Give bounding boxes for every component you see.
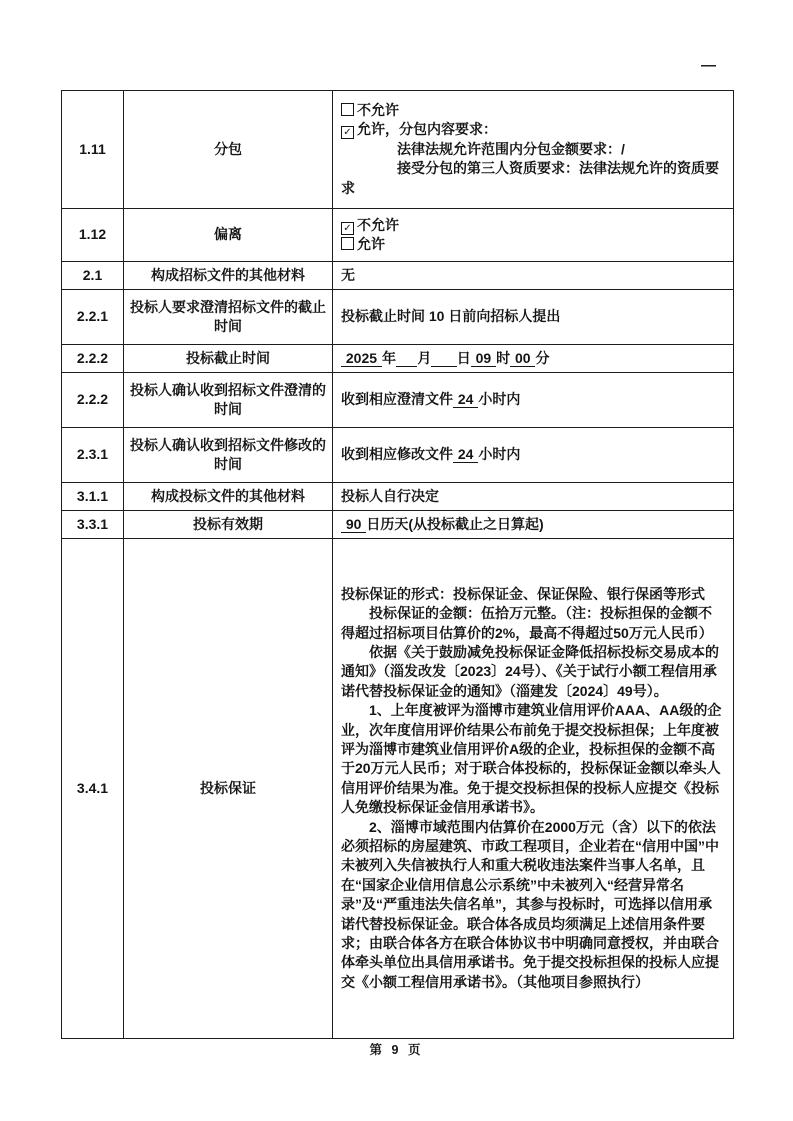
underlined-fill-in-value: 24	[454, 446, 478, 463]
table-row	[62, 209, 734, 262]
content-line	[341, 235, 725, 254]
row-item-label: 分包	[124, 91, 333, 209]
content-line	[341, 643, 725, 701]
row-clause-number: 3.4.1	[62, 539, 124, 1039]
underlined-fill-in-value: 24	[454, 391, 478, 408]
row-content	[333, 511, 734, 539]
content-line	[341, 818, 725, 993]
text-segment: 收到相应修改文件	[341, 446, 453, 463]
tender-instructions-table	[61, 90, 734, 1039]
table-row	[62, 91, 734, 209]
table-row	[62, 290, 734, 345]
table-row	[62, 345, 734, 373]
content-line	[341, 445, 725, 464]
content-line	[341, 487, 725, 506]
text-segment: 分	[535, 349, 550, 366]
text-segment: 依据《关于鼓励减免投标保证金降低招标投标交易成本的通知》（淄发改发〔2023〕24号）、《关于试行小额工程信用承诺代替投标保证金的通知》（淄建发〔2024〕49号）。	[341, 643, 719, 699]
text-segment: 1、上年度被评为淄博市建筑业信用评价AAA、AA级的企业，次年度信用评价结果公布前免于提交投标担保；上年度被评为淄博市建筑业信用评价A级的企业，投标担保的金额不高于20万元人民币；对于联合体投标的，投标保证金额以牵头人信用评价结果为准。免于提交投标担保的投标人应提交《投标人免缴投标保证金信用承诺书》。	[341, 702, 722, 816]
table-row	[62, 511, 734, 539]
content-line	[341, 701, 725, 817]
text-segment: 无	[341, 266, 355, 283]
row-content	[333, 373, 734, 428]
text-segment: 小时内	[478, 391, 521, 408]
page-number-footer: 第 9 页	[369, 1043, 424, 1057]
row-item-label: 投标人要求澄清招标文件的截止时间	[124, 290, 333, 345]
row-clause-number: 2.2.2	[62, 345, 124, 373]
row-item-label: 构成招标文件的其他材料	[124, 262, 333, 290]
table-row	[62, 539, 734, 1039]
text-segment: 收到相应澄清文件	[341, 391, 453, 408]
text-segment: 允许	[357, 236, 385, 252]
text-segment: 法律法规允许范围内分包金额要求：/	[397, 140, 625, 157]
row-item-label: 投标人确认收到招标文件修改的时间	[124, 428, 333, 483]
content-line	[341, 216, 725, 235]
row-clause-number: 2.1	[62, 262, 124, 290]
text-segment: 投标截止时间 10 日前向招标人提出	[341, 308, 561, 325]
text-segment: 时	[496, 349, 511, 366]
text-segment: 投标保证的金额：伍拾万元整。（注：投标担保的金额不得超过招标项目估算价的2%，最高不得超过50万元人民币）	[341, 605, 713, 641]
text-segment: 允许，分包内容要求：	[357, 121, 497, 138]
row-content	[333, 262, 734, 290]
row-clause-number: 3.3.1	[62, 511, 124, 539]
row-item-label: 投标保证	[124, 539, 333, 1039]
text-segment: 接受分包的第三人资质要求：法律法规允许的资质要求	[341, 160, 719, 196]
checked-checkbox-icon: ✓	[341, 222, 354, 235]
unchecked-checkbox-icon	[341, 103, 354, 116]
content-line	[341, 159, 725, 198]
text-segment: 月	[417, 349, 432, 366]
unchecked-checkbox-icon	[341, 237, 354, 250]
content-line	[341, 604, 725, 643]
header-dash: —	[701, 57, 716, 74]
row-clause-number: 1.11	[62, 91, 124, 209]
table-row	[62, 373, 734, 428]
text-segment: 日	[456, 349, 471, 366]
row-item-label: 投标人确认收到招标文件澄清的时间	[124, 373, 333, 428]
content-line	[341, 515, 725, 534]
underlined-fill-in-value	[431, 350, 456, 367]
table-row	[62, 428, 734, 483]
content-line	[341, 140, 725, 159]
content-line	[341, 101, 725, 120]
content-line	[341, 349, 725, 368]
row-content	[333, 345, 734, 373]
text-segment: 投标人自行决定	[341, 487, 439, 504]
row-clause-number: 2.2.1	[62, 290, 124, 345]
row-clause-number: 1.12	[62, 209, 124, 262]
row-clause-number: 2.2.2	[62, 373, 124, 428]
table-row	[62, 483, 734, 511]
row-content	[333, 539, 734, 1039]
text-segment: 不允许	[357, 101, 399, 118]
text-segment: 日历天(从投标截止之日算起)	[366, 515, 544, 532]
underlined-fill-in-value: 90	[342, 515, 366, 532]
row-clause-number: 2.3.1	[62, 428, 124, 483]
underlined-fill-in-value	[396, 350, 417, 367]
content-line	[341, 120, 725, 139]
row-content	[333, 290, 734, 345]
text-segment: 不允许	[357, 216, 399, 233]
table-body	[62, 91, 734, 1039]
content-line	[341, 585, 725, 604]
text-segment: 投标保证的形式：投标保证金、保证保险、银行保函等形式	[341, 585, 705, 602]
checked-checkbox-icon: ✓	[341, 126, 354, 139]
underlined-fill-in-value: 00	[511, 349, 535, 366]
content-line	[341, 266, 725, 285]
text-segment: 2、淄博市域范围内估算价在2000万元（含）以下的依法必须招标的房屋建筑、市政工程项目，企业若在“信用中国”中未被列入失信被执行人和重大税收违法案件当事人名单，且在“国家企业信用信息公示系统”中未被列入“经营异常名录”及“严重违法失信名单”，其参与投标时，可选择以信用承诺代替投标保证金。联合体各成员均须满足上述信用条件要求；由联合体各方在联合体协议书中明确同意授权，并由联合体牵头单位出具信用承诺书。免于提交投标担保的投标人应提交《小额工程信用承诺书》。（其他项目参照执行）	[341, 818, 719, 990]
row-content	[333, 428, 734, 483]
row-item-label: 构成投标文件的其他材料	[124, 483, 333, 511]
underlined-fill-in-value: 09	[471, 349, 496, 366]
text-segment: 小时内	[478, 446, 521, 463]
row-item-label: 投标截止时间	[124, 345, 333, 373]
row-content	[333, 91, 734, 209]
row-item-label: 投标有效期	[124, 511, 333, 539]
row-clause-number: 3.1.1	[62, 483, 124, 511]
content-line	[341, 307, 725, 326]
text-segment: 年	[381, 349, 396, 366]
row-content	[333, 209, 734, 262]
table-row	[62, 262, 734, 290]
row-content	[333, 483, 734, 511]
underlined-fill-in-value: 2025	[342, 349, 381, 366]
content-line	[341, 390, 725, 409]
row-item-label: 偏离	[124, 209, 333, 262]
